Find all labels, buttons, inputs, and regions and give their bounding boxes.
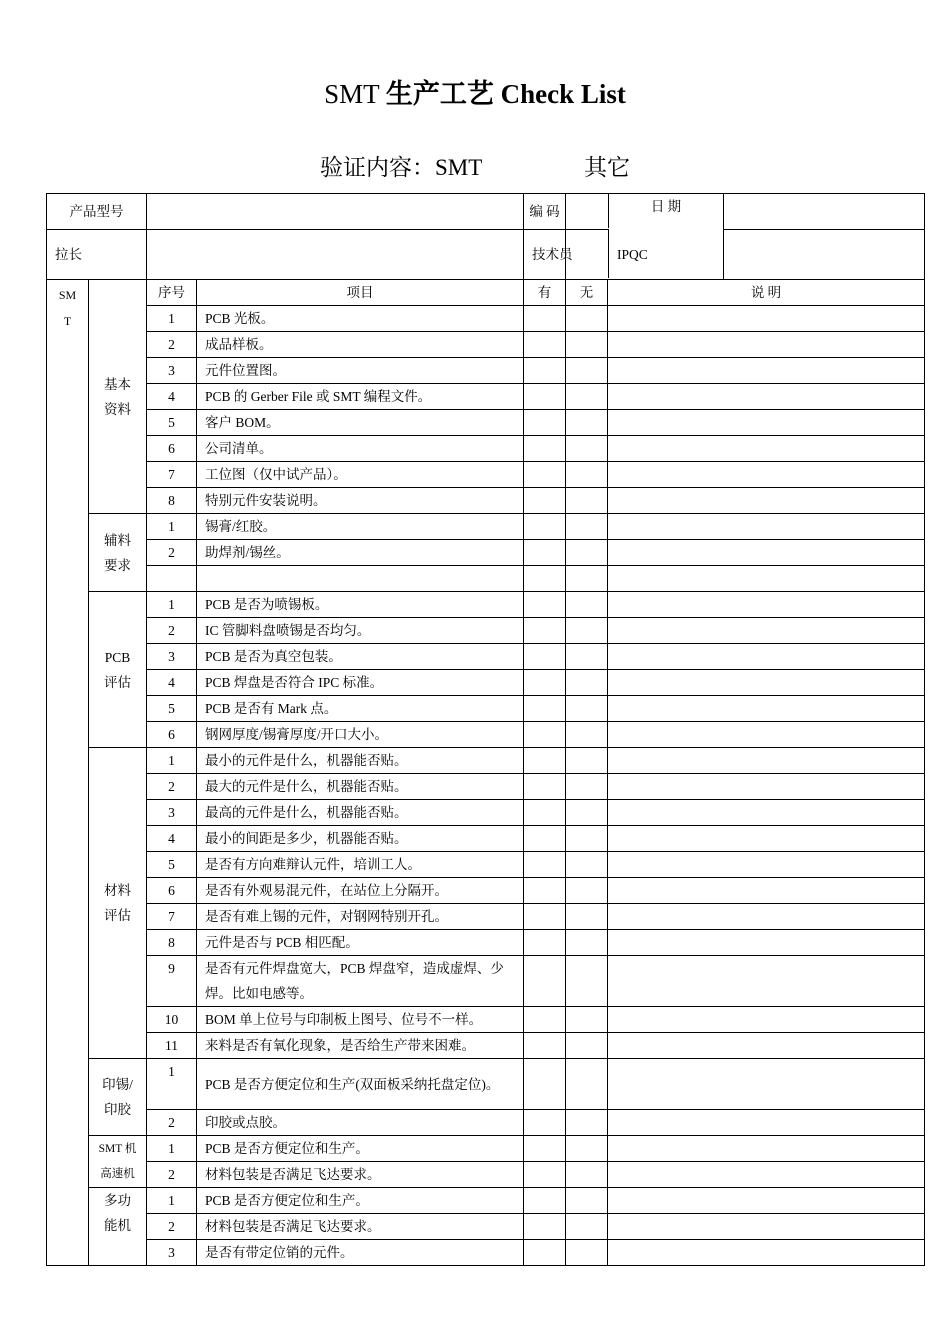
check-cell[interactable] <box>524 540 566 566</box>
check-cell[interactable] <box>524 462 566 488</box>
check-cell[interactable] <box>524 488 566 514</box>
check-cell[interactable] <box>524 1059 566 1110</box>
table-row <box>47 748 925 774</box>
check-cell[interactable] <box>524 1007 566 1033</box>
smt-side-label <box>47 280 89 1266</box>
table-cell: 5 <box>147 696 197 722</box>
check-cell[interactable] <box>608 410 925 436</box>
header-row-1 <box>47 194 925 230</box>
check-cell[interactable] <box>566 1240 608 1266</box>
table-row <box>47 488 925 514</box>
check-cell[interactable] <box>524 1162 566 1188</box>
col-yes-header: 有 <box>524 280 566 306</box>
table-cell: 材料包装是否满足飞达要求。 <box>197 1162 524 1188</box>
table-row <box>47 852 925 878</box>
verify-other: 其它 <box>584 155 630 180</box>
check-cell[interactable] <box>566 930 608 956</box>
check-cell[interactable] <box>566 800 608 826</box>
check-cell[interactable] <box>524 1240 566 1266</box>
check-cell[interactable] <box>566 878 608 904</box>
check-cell[interactable] <box>524 956 566 1007</box>
table-cell: 7 <box>147 462 197 488</box>
check-cell[interactable] <box>566 514 608 540</box>
table-row <box>47 410 925 436</box>
check-cell[interactable] <box>608 852 925 878</box>
table-row <box>47 540 925 566</box>
table-cell: PCB 是否有 Mark 点。 <box>197 696 524 722</box>
check-cell[interactable] <box>608 1162 925 1188</box>
group-smt-high-label <box>89 1136 147 1188</box>
check-cell[interactable] <box>608 306 925 332</box>
group-label-line: 材料 <box>104 883 131 898</box>
date-field[interactable] <box>724 194 925 230</box>
check-cell[interactable] <box>566 592 608 618</box>
check-cell[interactable] <box>524 1188 566 1214</box>
check-cell[interactable] <box>524 1110 566 1136</box>
table-cell: 1 <box>147 592 197 618</box>
table-cell: BOM 单上位号与印制板上图号、位号不一样。 <box>197 1007 524 1033</box>
check-cell[interactable] <box>608 488 925 514</box>
table-cell: 9 <box>147 956 197 1007</box>
table-row <box>47 1007 925 1033</box>
check-cell[interactable] <box>524 800 566 826</box>
table-cell: PCB 的 Gerber File 或 SMT 编程文件。 <box>197 384 524 410</box>
table-row <box>47 514 925 540</box>
table-cell: 4 <box>147 670 197 696</box>
table-row <box>47 930 925 956</box>
table-cell: 最小的元件是什么，机器能否贴。 <box>197 748 524 774</box>
check-cell[interactable] <box>524 306 566 332</box>
table-row <box>47 592 925 618</box>
table-cell: 是否有元件焊盘宽大，PCB 焊盘窄，造成虚焊、少焊。比如电感等。 <box>197 956 524 1007</box>
check-cell[interactable] <box>566 826 608 852</box>
group-label-line: 评估 <box>104 674 131 690</box>
group-print-label <box>89 1059 147 1136</box>
table-cell: PCB 是否方便定位和生产。 <box>197 1188 524 1214</box>
check-cell[interactable] <box>566 332 608 358</box>
table-cell: 5 <box>147 852 197 878</box>
table-cell: 钢网厚度/锡膏厚度/开口大小。 <box>197 722 524 748</box>
table-cell: 元件是否与 PCB 相匹配。 <box>197 930 524 956</box>
table-cell: 公司清单。 <box>197 436 524 462</box>
check-cell[interactable] <box>566 488 608 514</box>
table-cell: 1 <box>147 748 197 774</box>
table-cell: 3 <box>147 1240 197 1266</box>
group-label-line: SM <box>58 288 77 302</box>
check-cell[interactable] <box>608 592 925 618</box>
table-row <box>47 644 925 670</box>
check-cell[interactable] <box>566 1033 608 1059</box>
check-cell[interactable] <box>566 358 608 384</box>
table-cell: 6 <box>147 722 197 748</box>
group-label-line: PCB <box>104 649 131 665</box>
table-cell: 1 <box>147 306 197 332</box>
table-cell: 2 <box>147 1214 197 1240</box>
table-cell: 8 <box>147 488 197 514</box>
check-cell[interactable] <box>566 696 608 722</box>
check-cell[interactable] <box>566 1136 608 1162</box>
check-cell[interactable] <box>524 358 566 384</box>
check-cell[interactable] <box>608 956 925 1007</box>
product-model-label: 产品型号 <box>47 194 147 230</box>
check-cell[interactable] <box>566 540 608 566</box>
check-cell[interactable] <box>608 514 925 540</box>
check-cell[interactable] <box>566 852 608 878</box>
check-cell[interactable] <box>566 1007 608 1033</box>
group-label-line: 高速机 <box>100 1167 135 1180</box>
group-label-line: SMT 机 <box>98 1142 137 1155</box>
table-cell: 1 <box>147 1188 197 1214</box>
table-row <box>47 1214 925 1240</box>
check-cell[interactable] <box>566 748 608 774</box>
technician-label: 技术员 <box>524 230 566 280</box>
table-row <box>47 358 925 384</box>
table-row <box>47 436 925 462</box>
table-cell: PCB 是否方便定位和生产。 <box>197 1136 524 1162</box>
table-row <box>47 306 925 332</box>
line-leader-field[interactable] <box>147 230 524 280</box>
check-cell[interactable] <box>566 904 608 930</box>
table-row <box>47 904 925 930</box>
date-label: 日 期 <box>608 193 724 228</box>
table-cell: 4 <box>147 826 197 852</box>
check-cell[interactable] <box>608 800 925 826</box>
group-label-line: T <box>63 314 72 328</box>
checklist-table <box>46 193 925 1266</box>
table-cell: 6 <box>147 878 197 904</box>
group-label-line: 基本 <box>104 376 131 392</box>
table-cell: 11 <box>147 1033 197 1059</box>
table-cell: 成品样板。 <box>197 332 524 358</box>
check-cell[interactable] <box>524 514 566 540</box>
group-label-line: 资料 <box>104 401 131 417</box>
table-row <box>47 384 925 410</box>
page-title <box>0 76 950 112</box>
check-cell[interactable] <box>608 904 925 930</box>
table-cell: 2 <box>147 1110 197 1136</box>
check-cell[interactable] <box>566 618 608 644</box>
check-cell[interactable] <box>608 1033 925 1059</box>
title-prefix: SMT <box>324 79 380 109</box>
table-cell: 最大的元件是什么，机器能否贴。 <box>197 774 524 800</box>
check-cell[interactable] <box>566 722 608 748</box>
check-cell[interactable] <box>608 1136 925 1162</box>
table-cell: 4 <box>147 384 197 410</box>
check-cell[interactable] <box>524 930 566 956</box>
table-row <box>47 800 925 826</box>
check-cell[interactable] <box>524 1136 566 1162</box>
table-cell: 3 <box>147 800 197 826</box>
check-cell[interactable] <box>608 1059 925 1110</box>
check-cell[interactable] <box>524 670 566 696</box>
check-cell[interactable] <box>608 384 925 410</box>
table-cell: 锡膏/红胶。 <box>197 514 524 540</box>
table-cell: 7 <box>147 904 197 930</box>
check-cell[interactable] <box>566 1162 608 1188</box>
group-aux-label <box>89 514 147 592</box>
check-cell[interactable] <box>524 566 566 592</box>
check-cell[interactable] <box>608 462 925 488</box>
table-cell: 助焊剂/锡丝。 <box>197 540 524 566</box>
check-cell[interactable] <box>608 878 925 904</box>
check-cell[interactable] <box>608 618 925 644</box>
check-cell[interactable] <box>524 644 566 670</box>
table-cell: 2 <box>147 618 197 644</box>
check-cell[interactable] <box>608 332 925 358</box>
table-cell: IC 管脚料盘喷锡是否均匀。 <box>197 618 524 644</box>
table-cell: 2 <box>147 1162 197 1188</box>
check-cell[interactable] <box>524 826 566 852</box>
group-label-line: 要求 <box>104 557 131 573</box>
col-note-header: 说 明 <box>608 280 925 306</box>
table-row <box>47 774 925 800</box>
group-label-line: 印锡/ <box>102 1077 133 1092</box>
table-cell: 5 <box>147 410 197 436</box>
check-cell[interactable] <box>566 384 608 410</box>
table-row <box>47 618 925 644</box>
check-cell[interactable] <box>566 774 608 800</box>
check-cell[interactable] <box>524 592 566 618</box>
table-cell: 是否有难上锡的元件，对钢网特别开孔。 <box>197 904 524 930</box>
check-cell[interactable] <box>524 618 566 644</box>
check-cell[interactable] <box>566 410 608 436</box>
table-cell: 材料包装是否满足飞达要求。 <box>197 1214 524 1240</box>
table-cell: 3 <box>147 358 197 384</box>
table-cell <box>147 566 197 592</box>
table-row <box>47 462 925 488</box>
table-cell: 1 <box>147 1136 197 1162</box>
check-cell[interactable] <box>524 722 566 748</box>
check-cell[interactable] <box>524 1214 566 1240</box>
table-cell: 2 <box>147 332 197 358</box>
group-multi-label <box>89 1188 147 1266</box>
check-cell[interactable] <box>566 670 608 696</box>
table-cell: PCB 是否方便定位和生产(双面板采纳托盘定位)。 <box>197 1059 524 1110</box>
table-cell: 工位图（仅中试产品）。 <box>197 462 524 488</box>
table-cell: 是否有带定位销的元件。 <box>197 1240 524 1266</box>
table-row <box>47 1240 925 1266</box>
check-cell[interactable] <box>608 1007 925 1033</box>
ipqc-label: IPQC <box>608 229 724 278</box>
table-row <box>47 826 925 852</box>
check-cell[interactable] <box>566 1214 608 1240</box>
check-cell[interactable] <box>566 1188 608 1214</box>
check-cell[interactable] <box>524 852 566 878</box>
column-header-row <box>47 280 925 306</box>
table-cell: PCB 焊盘是否符合 IPC 标准。 <box>197 670 524 696</box>
check-cell[interactable] <box>608 1240 925 1266</box>
table-cell: 客户 BOM。 <box>197 410 524 436</box>
col-no-header: 无 <box>566 280 608 306</box>
table-cell: 最高的元件是什么，机器能否贴。 <box>197 800 524 826</box>
col-item-header: 项目 <box>197 280 524 306</box>
table-cell: 是否有方向难辩认元件，培训工人。 <box>197 852 524 878</box>
table-cell: PCB 是否为真空包装。 <box>197 644 524 670</box>
table-cell: 最小的间距是多少，机器能否贴。 <box>197 826 524 852</box>
table-cell: 6 <box>147 436 197 462</box>
table-cell: 特别元件安装说明。 <box>197 488 524 514</box>
col-seq-header: 序号 <box>147 280 197 306</box>
table-cell: 2 <box>147 540 197 566</box>
check-cell[interactable] <box>524 410 566 436</box>
table-row <box>47 722 925 748</box>
table-row <box>47 566 925 592</box>
check-cell[interactable] <box>566 1059 608 1110</box>
table-cell: PCB 光板。 <box>197 306 524 332</box>
check-cell[interactable] <box>524 1033 566 1059</box>
check-cell[interactable] <box>608 722 925 748</box>
check-cell[interactable] <box>608 774 925 800</box>
group-label-line: 能机 <box>104 1218 131 1233</box>
table-row <box>47 878 925 904</box>
check-cell[interactable] <box>524 436 566 462</box>
check-cell[interactable] <box>608 748 925 774</box>
check-cell[interactable] <box>566 566 608 592</box>
check-cell[interactable] <box>566 462 608 488</box>
table-row <box>47 696 925 722</box>
group-label-line: 评估 <box>104 908 131 923</box>
table-cell: 是否有外观易混元件，在站位上分隔开。 <box>197 878 524 904</box>
table-cell: 印胶或点胶。 <box>197 1110 524 1136</box>
group-label-line: 辅料 <box>104 532 131 548</box>
check-cell[interactable] <box>524 878 566 904</box>
table-cell: 2 <box>147 774 197 800</box>
table-row <box>47 1188 925 1214</box>
check-cell[interactable] <box>608 566 925 592</box>
table-row <box>47 1162 925 1188</box>
title-suffix: Check List <box>500 79 626 109</box>
check-cell[interactable] <box>566 644 608 670</box>
table-cell: 1 <box>147 514 197 540</box>
check-cell[interactable] <box>608 1188 925 1214</box>
check-cell[interactable] <box>524 696 566 722</box>
check-cell[interactable] <box>608 358 925 384</box>
check-cell[interactable] <box>608 436 925 462</box>
table-row <box>47 1033 925 1059</box>
group-pcb-label <box>89 592 147 748</box>
table-cell: 10 <box>147 1007 197 1033</box>
check-cell[interactable] <box>524 332 566 358</box>
check-cell[interactable] <box>524 748 566 774</box>
table-row <box>47 1110 925 1136</box>
group-basic-label <box>89 280 147 514</box>
check-cell[interactable] <box>566 956 608 1007</box>
table-cell: 8 <box>147 930 197 956</box>
table-cell: 元件位置图。 <box>197 358 524 384</box>
check-cell[interactable] <box>524 774 566 800</box>
table-cell: PCB 是否为喷锡板。 <box>197 592 524 618</box>
check-cell[interactable] <box>524 384 566 410</box>
table-cell: 来料是否有氧化现象，是否给生产带来困难。 <box>197 1033 524 1059</box>
code-label: 编 码 <box>524 194 566 230</box>
table-row <box>47 670 925 696</box>
check-cell[interactable] <box>566 1110 608 1136</box>
table-row <box>47 956 925 1007</box>
table-cell: 1 <box>147 1059 197 1110</box>
check-cell[interactable] <box>608 644 925 670</box>
check-cell[interactable] <box>608 1214 925 1240</box>
check-cell[interactable] <box>608 696 925 722</box>
check-cell[interactable] <box>566 436 608 462</box>
table-row <box>47 1136 925 1162</box>
title-cn: 生产工艺 <box>385 79 494 109</box>
check-cell[interactable] <box>608 930 925 956</box>
table-cell: 3 <box>147 644 197 670</box>
product-model-field[interactable] <box>147 194 524 230</box>
line-leader-label: 拉长 <box>47 230 147 280</box>
group-label-line: 多功 <box>104 1193 131 1208</box>
table-row <box>47 1059 925 1110</box>
check-cell[interactable] <box>566 306 608 332</box>
check-cell[interactable] <box>608 1110 925 1136</box>
check-cell[interactable] <box>608 826 925 852</box>
group-label-line: 印胶 <box>104 1102 131 1117</box>
check-cell[interactable] <box>524 904 566 930</box>
verify-line <box>320 152 630 184</box>
ipqc-field[interactable] <box>724 230 925 280</box>
check-cell[interactable] <box>608 670 925 696</box>
table-cell <box>197 566 524 592</box>
group-material-label <box>89 748 147 1059</box>
table-row <box>47 332 925 358</box>
header-row-2 <box>47 230 925 280</box>
verify-label: 验证内容：SMT <box>320 155 483 180</box>
check-cell[interactable] <box>608 540 925 566</box>
